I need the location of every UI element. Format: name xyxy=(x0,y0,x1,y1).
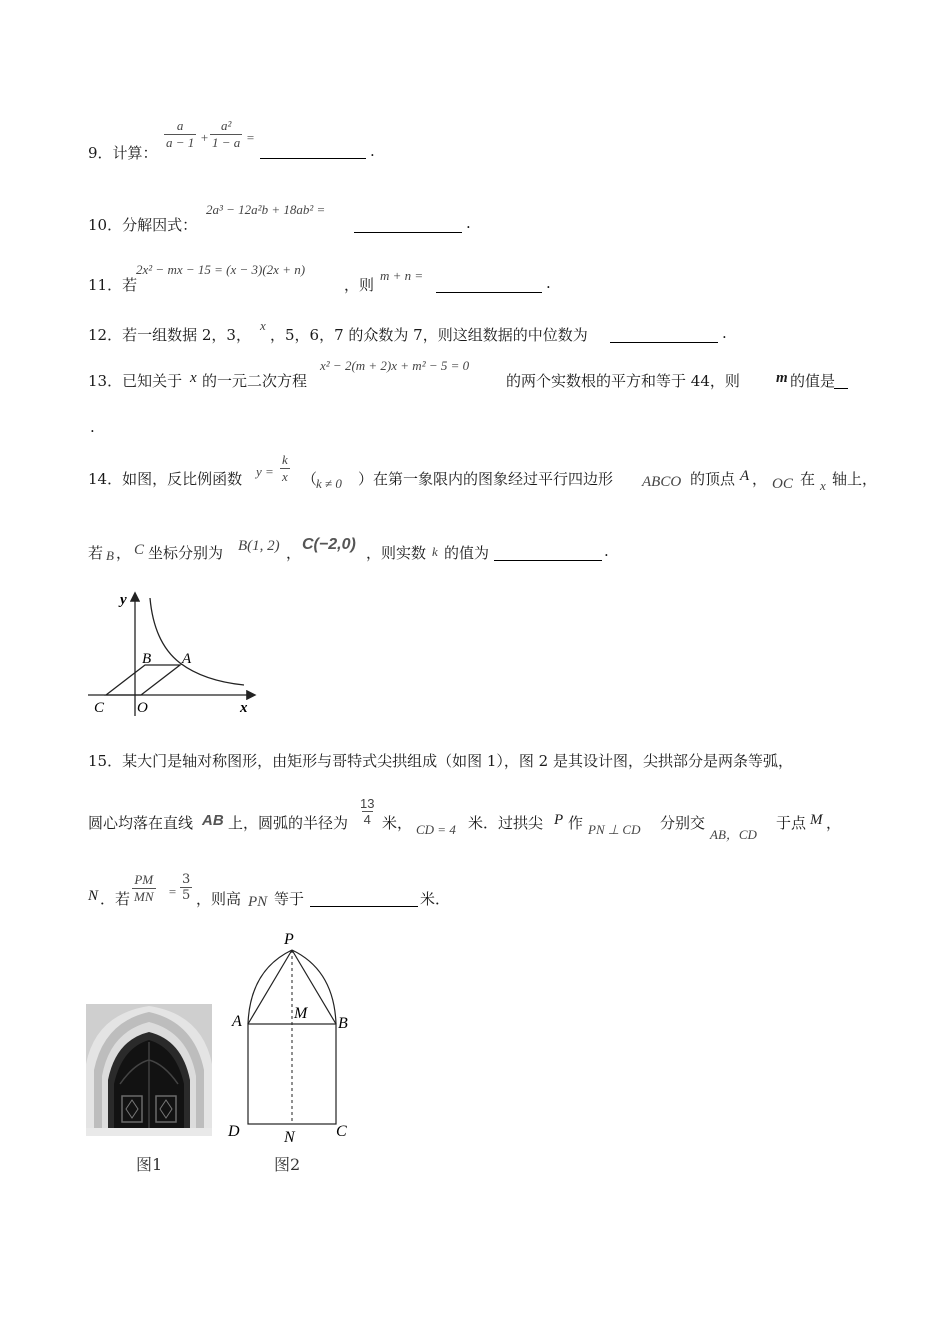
c-coordinate: C(−2,0) xyxy=(302,536,356,553)
figure-2-caption: 图2 xyxy=(274,1155,301,1174)
point-c-label: C xyxy=(94,700,105,716)
point-m-label: M xyxy=(294,1005,308,1022)
answer-blank[interactable] xyxy=(310,888,418,907)
x-label: x xyxy=(240,700,248,716)
answer-blank[interactable] xyxy=(260,140,366,159)
y-label: y xyxy=(120,592,127,608)
gothic-door-photo xyxy=(86,1004,212,1136)
answer-blank[interactable] xyxy=(436,274,542,293)
radius-fraction: $\frac{13}{4}$ xyxy=(360,796,375,827)
point-b-label: B xyxy=(338,1015,348,1032)
ratio-pm-mn: $\frac{PM}{MN}$ xyxy=(134,872,154,904)
point-a-label: A xyxy=(232,1013,242,1030)
arch-design-diagram xyxy=(224,928,364,1148)
point-d-label: D xyxy=(228,1123,240,1140)
question-13: 13．已知关于 x 的一元二次方程 x² − 2(m + 2)x + m² − 5 = 0 的两个实数根的平方和等于 44，则 m 的值是 . xyxy=(88,356,868,440)
point-n-label: N xyxy=(284,1129,295,1146)
origin-label: O xyxy=(137,700,148,716)
question-11-number: 11．若 xyxy=(88,276,138,294)
equation: 2x² − mx − 15 = (x − 3)(2x + n) xyxy=(136,262,306,277)
expression: 2a³ − 12a²b + 18ab² = xyxy=(206,202,326,217)
point-a-label: A xyxy=(182,651,192,667)
quadratic-equation: x² − 2(m + 2)x + m² − 5 = 0 xyxy=(320,358,470,373)
answer-blank[interactable] xyxy=(354,214,462,233)
question-15: 15．某大门是轴对称图形，由矩形与哥特式尖拱组成（如图 1），图 2 是其设计图，尖拱部分是两条等弧， 圆心均落在直线 AB 上，圆弧的半径为 $\frac{13}{4}$ 米， CD = 4 米．过拱尖 P 作 PN ⊥ CD 分别交 AB，CD 于点 M ， N ．若 $\frac{PM}{MN}$ = $\frac{3}{5}$ ，则高 PN 等于 米． xyxy=(88,752,842,910)
answer-blank[interactable] xyxy=(494,542,602,561)
fraction-k-over-x: $\frac{k}{x}$ xyxy=(282,452,288,484)
question-10-number: 10．分解因式： xyxy=(88,216,198,234)
point-c-label: C xyxy=(336,1123,347,1140)
question-9-number: 9．计算： xyxy=(88,144,158,162)
answer-blank[interactable] xyxy=(610,324,718,343)
fraction-a2-over-1-minus-a: $\frac{\text{a²}}{1 - a}$ xyxy=(212,118,241,150)
fraction-a-over-a-minus-1: $\frac{a}{a - 1}$ xyxy=(166,118,195,150)
hyperbola-curve xyxy=(150,598,244,685)
segment-pa xyxy=(248,950,292,1024)
answer-blank[interactable] xyxy=(834,370,848,389)
ratio-value: $\frac{3}{5}$ xyxy=(182,872,191,903)
point-p-label: P xyxy=(284,931,294,948)
parallelogram xyxy=(106,665,180,695)
question-14: 14．如图，反比例函数 y = $\frac{k}{x}$ （ k ≠ 0 ）在第一象限内的图象经过平行四边形 ABCO 的顶点 A ， OC 在 x 轴上， 若 B ， C 坐标分别为 B(1, 2) ， C(−2,0) ，则实数 k 的值为 . xyxy=(88,452,878,563)
point-b-label: B xyxy=(142,651,152,667)
figure-1-caption: 图1 xyxy=(136,1155,163,1174)
hyperbola-parallelogram-figure xyxy=(84,588,264,718)
